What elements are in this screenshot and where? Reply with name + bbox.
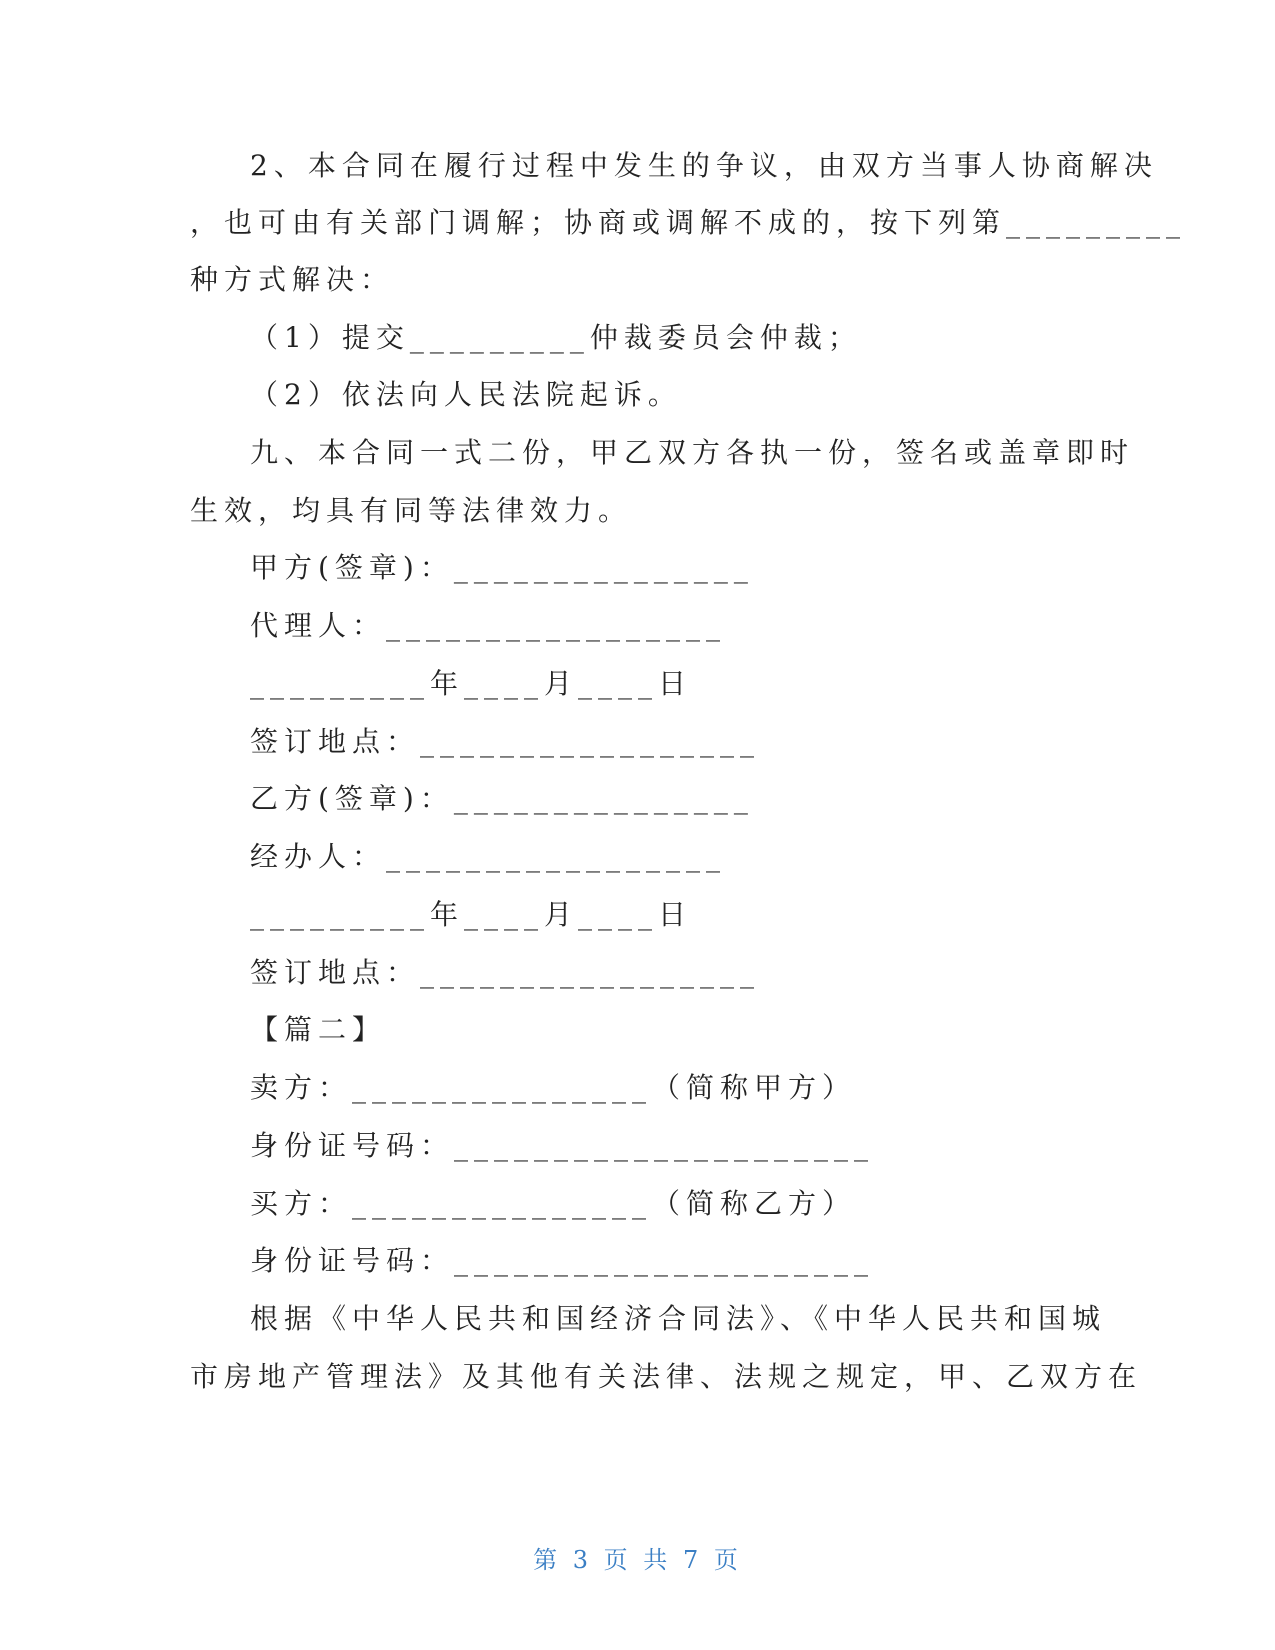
location-field: 签订地点：_________________ (250, 725, 761, 758)
id-number-field: 身份证号码：_____________________ (250, 1244, 875, 1277)
body-text-line: 根据《中华人民共和国经济合同法》、《中华人民共和国城 (250, 1302, 1107, 1335)
body-text-line: 2、本合同在履行过程中发生的争议，由双方当事人协商解决 (250, 149, 1158, 182)
signature-field: 代理人：_________________ (250, 609, 727, 642)
buyer-field: 买方：_______________（简称乙方） (250, 1187, 857, 1220)
seller-field: 卖方：_______________（简称甲方） (250, 1071, 857, 1104)
body-text-line: 生效，均具有同等法律效力。 (190, 494, 633, 527)
body-text-line: 九、本合同一式二份，甲乙双方各执一份，签名或盖章即时 (250, 436, 1135, 469)
page-number: 第 3 页 共 7 页 (533, 1546, 742, 1574)
body-text-line: ，也可由有关部门调解；协商或调解不成的，按下列第_________ (190, 206, 1187, 239)
section-heading: 【篇二】 (250, 1013, 387, 1046)
date-field: _________年____月____日 (250, 667, 693, 700)
signature-field: 乙方(签章)：_______________ (250, 782, 754, 815)
signature-field: 甲方(签章)：_______________ (250, 551, 754, 584)
signature-field: 经办人：_________________ (250, 840, 727, 873)
location-field: 签订地点：_________________ (250, 956, 761, 989)
date-field: _________年____月____日 (250, 898, 693, 931)
body-text-line: （2）依法向人民法院起诉。 (250, 378, 682, 411)
id-number-field: 身份证号码：_____________________ (250, 1129, 875, 1162)
body-text-line: （1）提交_________仲裁委员会仲裁； (250, 321, 862, 354)
body-text-line: 市房地产管理法》及其他有关法律、法规之规定，甲、乙双方在 (190, 1360, 1143, 1393)
body-text-line: 种方式解决： (190, 263, 395, 296)
